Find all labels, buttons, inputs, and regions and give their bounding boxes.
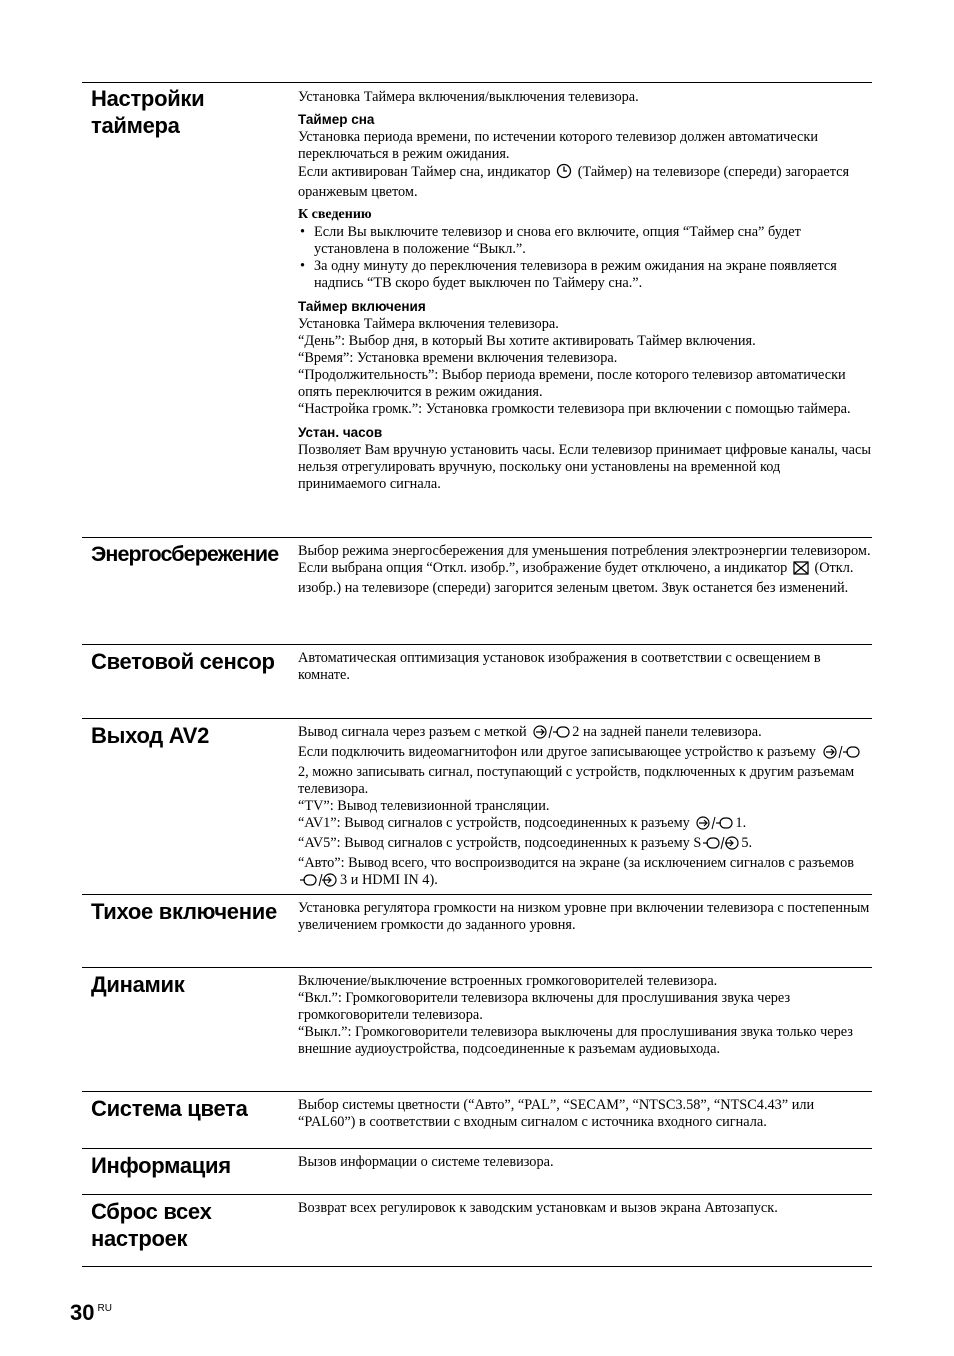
speaker-line: “Вкл.”: Громкоговорители телевизора включены для прослушивания звука через громкоговорители телевизора. (298, 990, 791, 1023)
power-saving-desc: Выбор режима энергосбережения для уменьшения потребления электроэнергии телевизором. (298, 543, 871, 559)
on-timer-heading: Таймер включения (298, 299, 426, 314)
row-light-sensor (82, 644, 872, 718)
row-information (82, 1148, 872, 1194)
row-color-system (82, 1091, 872, 1148)
row-title: Система цвета (91, 1096, 248, 1121)
row-title: Световой сенсор (91, 649, 275, 674)
av2-record: Если подключить видеомагнитофон или другое записывающее устройство к разъему 2, можно записывать сигнал, поступающий с устройств, подключенных к другим разъемам телевизора. (298, 744, 872, 798)
clock-heading: Устан. часов (298, 425, 383, 440)
av2-option-tv: “TV”: Вывод телевизионной трансляции. (298, 798, 550, 814)
note-item: • Если Вы выключите телевизор и снова его включите, опция “Таймер сна” будет установлена в положение “Выкл.”. (298, 224, 872, 258)
speaker-line: Включение/выключение встроенных громкоговорителей телевизора. (298, 973, 718, 989)
video-output-icon (300, 873, 338, 892)
av2-desc: Вывод сигнала через разъем с меткой 2 на задней панели телевизора. (298, 724, 872, 744)
language-code: RU (97, 1303, 112, 1314)
row-title: Настройки таймера (91, 86, 205, 138)
row-title: Сброс всех настроек (91, 1199, 212, 1251)
picture-off-icon (793, 561, 809, 580)
scart-inout-icon (822, 745, 860, 764)
settings-table (82, 82, 872, 1267)
reset-desc: Возврат всех регулировок к заводским установкам и вызов экрана Автозапуск. (298, 1200, 778, 1216)
color-system-desc: Выбор системы цветности (“Авто”, “PAL”, “SECAM”, “NTSC3.58”, “NTSC4.43” или “PAL60”) в соответствии с входным сигналом с источника входного сигнала. (298, 1097, 815, 1130)
row-power-saving (82, 537, 872, 644)
page-number: 30 $^{RU}$ (70, 1300, 112, 1325)
sleep-timer-desc: Установка периода времени, по истечении которого телевизор должен автоматически переключаться в режим ожидания. (298, 129, 818, 162)
on-timer-line: Установка Таймера включения телевизора. (298, 316, 559, 332)
row-title: Динамик (91, 972, 185, 997)
timer-intro: Установка Таймера включения/выключения телевизора. (298, 89, 639, 105)
light-sensor-desc: Автоматическая оптимизация установок изображения в соответствии с освещением в комнате. (298, 650, 821, 683)
video-input-icon (703, 836, 739, 855)
note-heading: К сведению (298, 207, 372, 222)
note-list (298, 224, 872, 292)
clock-desc: Позволяет Вам вручную установить часы. Если телевизор принимает цифровые каналы, часы нельзя отрегулировать вручную, поскольку они установлены на временной код принимаемого сигнала. (298, 442, 871, 492)
row-quiet-on (82, 894, 872, 967)
row-title: Информация (91, 1153, 231, 1178)
row-av2-output (82, 718, 872, 894)
on-timer-line: “День”: Выбор дня, в который Вы хотите активировать Таймер включения. (298, 333, 756, 349)
row-title: Тихое включение (91, 899, 277, 924)
scart-inout-icon (532, 725, 570, 744)
av2-option-auto: “Авто”: Вывод всего, что воспроизводится на экране (за исключением сигналов с разъемов 3 и HDMI IN 4). (298, 855, 872, 892)
av2-option-av1: “AV1”: Вывод сигналов с устройств, подсоединенных к разъему 1. (298, 815, 872, 835)
speaker-line: “Выкл.”: Громкоговорители телевизора выключены для прослушивания звука только через внешние аудиоустройства, подсоединенные к разъемам аудиовыхода. (298, 1024, 853, 1057)
row-title: Энергосбережение (91, 542, 279, 566)
on-timer-line: “Время”: Установка времени включения телевизора. (298, 350, 618, 366)
av2-option-av5: “AV5”: Вывод сигналов с устройств, подсоединенных к разъему S 5. (298, 835, 872, 855)
power-saving-note: Если выбрана опция “Откл. изобр.”, изображение будет отключено, а индикатор (Откл. изобр.) на телевизоре (спереди) загорится зеленым цветом. Звук останется без изменений. (298, 560, 854, 596)
sleep-timer-indicator: Если активирован Таймер сна, индикатор (Таймер) на телевизоре (спереди) загорается оранжевым цветом. (298, 164, 850, 200)
information-desc: Вызов информации о системе телевизора. (298, 1154, 554, 1170)
row-speaker (82, 967, 872, 1091)
row-title: Выход AV2 (91, 723, 210, 748)
on-timer-line: “Настройка громк.”: Установка громкости телевизора при включении с помощью таймера. (298, 401, 851, 417)
row-reset-all (82, 1194, 872, 1267)
quiet-on-desc: Установка регулятора громкости на низком уровне при включении телевизора с постепенным увеличением громкости до заданного уровня. (298, 900, 870, 933)
row-timer-settings (82, 82, 872, 537)
on-timer-line: “Продолжительность”: Выбор периода времени, после которого телевизор автоматически опять переключится в режим ожидания. (298, 367, 846, 400)
timer-icon (556, 163, 572, 184)
note-item: • За одну минуту до переключения телевизора в режим ожидания на экране появляется надпись “ТВ скоро будет выключен по Таймеру сна.”. (298, 258, 872, 292)
sleep-timer-heading: Таймер сна (298, 112, 375, 127)
scart-inout-icon (695, 816, 733, 835)
